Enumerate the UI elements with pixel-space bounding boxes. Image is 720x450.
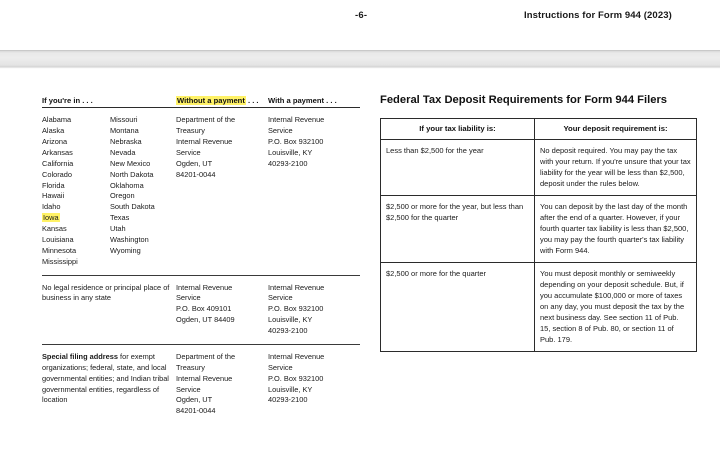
state-item: Florida [42,180,65,190]
address-line: Internal Revenue [268,351,325,361]
requirement-cell: You must deposit monthly or semiweekly depending on your deposit schedule. But, if you accumulate $100,000 or more of taxes on any day, you must deposit the tax by the next business day. See section 11 of Pub. 15, section 8 of Pub. 80, or section 11 of Pub. 179. [535,263,697,352]
address-line: 84201-0044 [176,406,216,416]
state-item: Idaho [42,202,61,212]
address-line: Louisville, KY [268,315,313,325]
address-line: Internal Revenue [176,282,233,292]
state-item: Louisiana [42,234,74,244]
page-body [0,69,720,450]
address-line: P.O. Box 409101 [176,304,232,314]
deposit-requirements-table [380,118,697,352]
state-item: Washington [110,234,149,244]
table-row [381,140,697,196]
table-row [42,275,360,344]
column-header-if-youre-in: If you're in . . . [42,96,176,108]
page-separator [0,50,720,69]
special-filing-address-label: Special filing address [42,351,118,361]
state-item: Kansas [42,224,67,233]
address-line: Louisville, KY [268,147,313,157]
previous-page-tail [0,0,720,50]
address-line: Service [268,126,293,136]
column-header-deposit-requirement: Your deposit requirement is: [535,119,697,140]
address-line: Ogden, UT [176,395,213,405]
state-item: Nebraska [110,137,142,146]
table-row [381,196,697,263]
address-line: Ogden, UT 84409 [176,315,235,325]
running-header [0,10,720,30]
address-line: Treasury [176,126,205,136]
mailing-address-table [42,96,360,424]
address-line: 40293-2100 [268,395,308,405]
header-title: Instructions for Form 944 (2023) [524,10,672,21]
state-item-highlighted [42,213,104,224]
state-item: Texas [110,213,130,223]
section-title: Federal Tax Deposit Requirements for Form 944 Filers [380,94,668,106]
state-item: Minnesota [42,245,77,255]
state-item: Oklahoma [110,180,144,190]
states-column-one [42,108,110,275]
address-line: Internal Revenue [176,373,233,383]
states-column-two [110,108,176,275]
special-filing-address-description [42,344,176,424]
state-item: Missouri [110,115,138,125]
table-row [381,263,697,352]
table-row [42,108,360,275]
deposit-requirements-section [380,93,698,352]
address-line: Louisville, KY [268,384,313,394]
special-filing-address-text: for exempt organizations; federal, state, and local governmental entities; and Indian tribal governmental entities, regardless of location [42,351,169,405]
state-item: Oregon [110,191,135,201]
highlight-iowa: Iowa [43,213,59,223]
state-item: Colorado [42,169,72,179]
address-line: Internal Revenue [268,282,325,292]
highlight-without-payment: Without a payment [177,96,245,105]
address-line: P.O. Box 932100 [268,373,324,383]
address-line: Service [268,362,293,372]
no-legal-residence-description: No legal residence or principal place of business in any state [42,275,176,344]
column-header-tax-liability: If your tax liability is: [381,119,535,140]
address-line: Treasury [176,362,205,372]
mailing-address-section [42,96,360,424]
address-line: Ogden, UT [176,158,213,168]
address-line: Internal Revenue [176,137,233,146]
requirement-cell: You can deposit by the last day of the month after the end of a quarter. However, if your fourth quarter tax liability is less than $2,500, you may pay the fourth quarter's tax liability with Form 944. [535,196,697,263]
address-line: Service [268,293,293,303]
with-payment-address [268,275,360,344]
address-line: Department of the [176,115,236,125]
address-line: P.O. Box 932100 [268,137,324,146]
address-line: 40293-2100 [268,158,308,168]
without-payment-address [176,108,268,275]
state-item: Arizona [42,137,68,146]
without-payment-address [176,275,268,344]
state-item: Alaska [42,126,65,136]
state-item: Alabama [42,115,72,125]
state-item: California [42,158,74,168]
address-line: P.O. Box 932100 [268,304,324,314]
state-item: Hawaii [42,191,65,201]
with-payment-address [268,108,360,275]
address-line: Service [176,293,201,303]
liability-cell: $2,500 or more for the year, but less than $2,500 for the quarter [381,196,535,263]
without-payment-ellipsis: . . . [245,96,259,105]
state-item: Nevada [110,147,136,157]
table-row [42,344,360,424]
state-item: New Mexico [110,158,151,168]
address-line: 40293-2100 [268,326,308,335]
liability-cell: Less than $2,500 for the year [381,140,535,196]
requirement-cell: No deposit required. You may pay the tax with your return. If you're unsure that your tax liability for the year will be less than $2,500, deposit under the rules below. [535,140,697,196]
column-header-without-payment [176,96,268,108]
without-payment-address [176,344,268,424]
table-header-row [381,119,697,140]
address-line: Internal Revenue [268,115,325,125]
state-item: Arkansas [42,147,73,157]
state-item: Montana [110,126,139,136]
page-number: -6- [355,10,368,21]
state-item: Wyoming [110,245,141,255]
liability-cell: $2,500 or more for the quarter [381,263,535,352]
with-payment-address [268,344,360,424]
address-line: Service [176,147,201,157]
state-item: Mississippi [42,256,78,266]
address-line: 84201-0044 [176,169,216,179]
state-item: Utah [110,224,126,233]
column-header-with-payment: With a payment . . . [268,96,360,108]
address-line: Service [176,384,201,394]
address-line: Department of the [176,351,236,361]
table-header-row [42,96,360,108]
state-item: South Dakota [110,202,155,212]
state-item: North Dakota [110,169,154,179]
